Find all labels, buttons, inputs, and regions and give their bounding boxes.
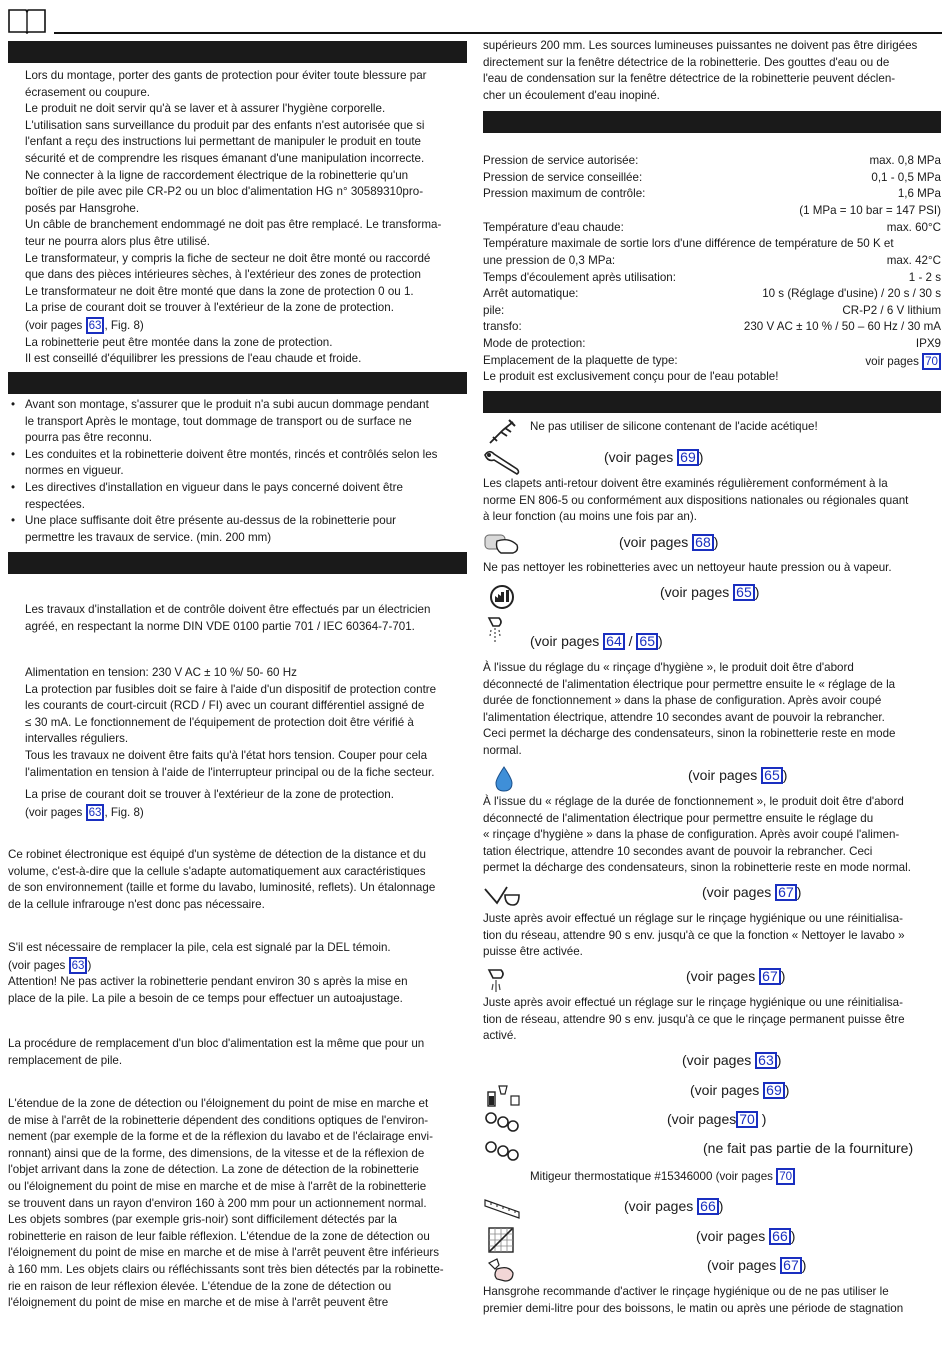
text-line: norme EN 806-5 ou conformément aux dispositions nationales ou régionales quant bbox=[483, 493, 909, 507]
text-line: tion de réseau, attendre 90 s env. jusqu'à ce que le rinçage permanent puisse être bbox=[483, 1012, 905, 1026]
spec-row: Mode de protection: IPX9 bbox=[483, 337, 941, 350]
page-link-63[interactable]: 63 bbox=[755, 1052, 777, 1069]
page-reference: (voir pages 65 ) bbox=[688, 767, 788, 783]
list-item: • Les conduites et la robinetterie doivent être montés, rincés et contrôlés selon les normes en vigueur. bbox=[11, 447, 437, 480]
page-reference: (voir pages 63 ) bbox=[8, 958, 92, 972]
spec-row: Température maximale de sortie lors d'une différence de température de 50 K et bbox=[483, 237, 894, 250]
water-drop-icon bbox=[493, 765, 515, 793]
power-supply-text bbox=[8, 1036, 424, 1069]
hygiene-rinse-text-2 bbox=[483, 794, 911, 877]
installation-list bbox=[11, 397, 437, 546]
text-line: ou l'éloignement du point de mise en marche et de mise à l'arrêt de la robinetterie bbox=[8, 1179, 427, 1193]
silicone-gun-icon bbox=[487, 417, 517, 447]
text-line: activé. bbox=[483, 1029, 517, 1043]
text-line: À l'issue du « réglage de la durée de fonctionnement », le produit doit être d'abord bbox=[483, 795, 904, 808]
text-line: directement sur la fenêtre détectrice de la robinetterie. Des gouttes d'eau ou de bbox=[483, 55, 890, 69]
cleaning-warning: Ne pas nettoyer les robinetteries avec un nettoyeur haute pression ou à vapeur. bbox=[483, 561, 892, 574]
electrical-text-3 bbox=[25, 787, 394, 821]
page-link-67[interactable]: 67 bbox=[775, 884, 797, 901]
page-link-70[interactable]: 70 bbox=[736, 1111, 758, 1128]
basin-clean-icon bbox=[483, 883, 521, 909]
hygiene-rinse-text-1 bbox=[483, 660, 895, 760]
page-link-67[interactable]: 67 bbox=[759, 968, 781, 985]
fittings-icon bbox=[483, 1139, 521, 1163]
text-line: puisse être activée. bbox=[483, 945, 583, 959]
text-line: Juste après avoir effectué un réglage sur le rinçage hygiénique ou une réinitialisa- bbox=[483, 996, 903, 1009]
page-reference: (voir pages 69 ) bbox=[690, 1082, 790, 1098]
flow-diagram-icon bbox=[487, 1226, 515, 1254]
factory-settings-icon bbox=[489, 584, 515, 610]
spray-icon bbox=[485, 614, 511, 644]
spec-row: Pression de service conseillée: 0,1 - 0,5 MPa bbox=[483, 171, 941, 184]
text-line: volume, c'est-à-dire que la cellule s'adapte automatiquement aux caractéristiques bbox=[8, 864, 426, 878]
page-link-66[interactable]: 66 bbox=[697, 1198, 719, 1215]
list-item: • Une place suffisante doit être présente au-dessus de la robinetterie pour permettre les travaux de service. (min. 200 mm) bbox=[11, 513, 437, 546]
text-line: Ce robinet électronique est équipé d'un système de détection de la distance et du bbox=[8, 848, 426, 861]
text-line: place de la pile. La pile a besoin de ce temps pour effectuer un autoajustage. bbox=[8, 991, 403, 1005]
text-line: l'éloignement du point de mise en marche et de mise à l'arrêt peuvent être inférieurs bbox=[8, 1246, 440, 1260]
text-line: les courants de court-circuit (RCD / FI) avec un courant différentiel assigné de bbox=[25, 699, 425, 713]
electrical-text-2 bbox=[25, 665, 436, 781]
page-link-63[interactable]: 63 bbox=[86, 804, 105, 821]
fittings-icon bbox=[483, 1110, 521, 1134]
text-line: Le produit ne doit servir qu'à se laver et à assurer l'hygiène corporelle. bbox=[25, 102, 386, 116]
text-line: Le transformateur ne doit être monté que dans la zone de protection 0 ou 1. bbox=[25, 284, 414, 298]
text-line: La prise de courant doit se trouver à l'extérieur de la zone de protection. bbox=[25, 788, 394, 801]
text-line: S'il est nécessaire de remplacer la pile, cela est signalé par la DEL témoin. bbox=[8, 941, 391, 954]
detection-range-text bbox=[8, 1096, 444, 1312]
text-line: « rinçage d'hygiène » dans la phase de configuration. Après avoir coupé l'alimen- bbox=[483, 828, 900, 842]
text-line: Les objets sombres (par exemple gris-noir) sont difficilement détectés par la bbox=[8, 1213, 397, 1227]
spec-row: Pression maximum de contrôle: 1,6 MPa bbox=[483, 187, 941, 200]
page-link-68[interactable]: 68 bbox=[692, 534, 714, 551]
text-line: cher un écoulement d'eau inopiné. bbox=[483, 88, 660, 102]
text-line: Il est conseillé d'équilibrer les pressions de l'eau chaude et froide. bbox=[25, 352, 362, 366]
battery-text bbox=[8, 940, 408, 1007]
text-line: se trouvent dans un rayon d'environ 160 à 200 mm pour un actionnement normal. bbox=[8, 1196, 427, 1210]
spec-row: Pression de service autorisée: max. 0,8 MPa bbox=[483, 154, 941, 167]
text-line: Les clapets anti-retour doivent être examinés régulièrement conformément à la bbox=[483, 477, 888, 490]
spec-row: pile: CR-P2 / 6 V lithium bbox=[483, 304, 941, 317]
page-link-65[interactable]: 65 bbox=[733, 584, 755, 601]
section-bar-safety bbox=[8, 41, 467, 63]
text-line: La robinetterie peut être montée dans la zone de protection. bbox=[25, 335, 333, 349]
text-line: supérieurs 200 mm. Les sources lumineuses puissantes ne doivent pas être dirigées bbox=[483, 39, 918, 52]
text-line: Juste après avoir effectué un réglage sur le rinçage hygiénique ou une réinitialisa- bbox=[483, 912, 903, 925]
page-reference: (voir pages 63 , Fig. 8) bbox=[25, 805, 144, 819]
dimensions-icon bbox=[483, 1196, 521, 1222]
text-line: permet la décharge des condensateurs, sinon la robinetterie reste en mode normal. bbox=[483, 861, 911, 875]
electrical-text-1 bbox=[25, 602, 430, 635]
page-link-69[interactable]: 69 bbox=[677, 449, 699, 466]
page-link-63[interactable]: 63 bbox=[69, 957, 88, 974]
page-link-64[interactable]: 64 bbox=[603, 633, 625, 650]
text-line: tion du réseau, attendre 90 s env. jusqu'à ce que la fonction « Nettoyer le lavabo » bbox=[483, 928, 905, 942]
page-reference: (voir pages 66 ) bbox=[624, 1198, 724, 1214]
potable-note: Le produit est exclusivement conçu pour de l'eau potable! bbox=[483, 370, 779, 383]
spec-row: Arrêt automatique: 10 s (Réglage d'usine) / 20 s / 30 s bbox=[483, 287, 941, 300]
text-line: agréé, en respectant la norme DIN VDE 0100 partie 701 / IEC 60364-7-701. bbox=[25, 619, 415, 633]
text-line: La procédure de remplacement d'un bloc d'alimentation est la même que pour un bbox=[8, 1037, 425, 1050]
text-line: Ne connecter à la ligne de raccordement électrique de la robinetterie qu'un bbox=[25, 168, 409, 182]
spec-row: transfo: 230 V AC ± 10 % / 50 – 60 Hz / 30 mA bbox=[483, 320, 941, 333]
text-line: Lors du montage, porter des gants de protection pour éviter toute blessure par bbox=[25, 69, 427, 82]
page-reference: (voir pages 63 ) bbox=[682, 1052, 782, 1068]
text-line: Hansgrohe recommande d'activer le rinçage hygiénique ou de ne pas utiliser le bbox=[483, 1285, 889, 1298]
list-item: • Les directives d'installation en vigueur dans le pays concerné doivent être respectées. bbox=[11, 480, 437, 513]
text-line: teur ne pourra alors plus être utilisé. bbox=[25, 234, 210, 248]
sensor-text bbox=[8, 847, 435, 913]
text-line: déconnecté de l'alimentation électrique pour permettre ensuite le réglage du bbox=[483, 811, 874, 825]
text-line: La protection par fusibles doit se faire à l'aide d'un dispositif de protection contre bbox=[25, 682, 437, 696]
text-line: Alimentation en tension: 230 V AC ± 10 %/ 50- 60 Hz bbox=[25, 666, 297, 679]
section-bar-electrical bbox=[8, 552, 467, 574]
page-reference: (voir pages 63 , Fig. 8) bbox=[25, 318, 144, 332]
text-line: écrasement ou coupure. bbox=[25, 85, 151, 99]
text-line: boîtier de pile avec pile CR-P2 ou un bloc d'alimentation HG n° 30589310pro- bbox=[25, 185, 424, 199]
page-reference: (voir pages 65 ) bbox=[660, 584, 760, 600]
list-item: • Avant son montage, s'assurer que le produit n'a subi aucun dommage pendant le transport Après le montage, tout dommage de transport ou de surface ne pourra pas être reconnu. bbox=[11, 397, 437, 447]
text-line: à leur fonction (au moins une fois par an). bbox=[483, 510, 697, 524]
spec-row: (1 MPa = 10 bar = 147 PSI) bbox=[799, 204, 941, 217]
text-line: L'utilisation sans surveillance du produit par des enfants n'est autorisée que si bbox=[25, 118, 425, 132]
text-line: sécurité et de comprendre les risques émanant d'une manipulation incorrecte. bbox=[25, 151, 425, 165]
text-line: déconnecté de l'alimentation électrique pour permettre ensuite le « réglage de la bbox=[483, 677, 896, 691]
text-line: de mise à l'arrêt de la robinetterie dépendent des conditions optiques de l'environ- bbox=[8, 1113, 429, 1127]
text-line: Ceci permet la décharge des condensateurs, sinon la robinetterie reste en mode bbox=[483, 727, 896, 741]
hygiene-rinse-text-3 bbox=[483, 911, 905, 961]
page-link-67[interactable]: 67 bbox=[780, 1257, 802, 1274]
text-line: L'étendue de la zone de détection ou l'éloignement du point de mise en marche et bbox=[8, 1097, 429, 1110]
spec-row: une pression de 0,3 MPa: max. 42°C bbox=[483, 254, 941, 267]
spec-row: Température d'eau chaude: max. 60°C bbox=[483, 221, 941, 234]
page-link-69[interactable]: 69 bbox=[763, 1082, 785, 1099]
text-line: que dans des pièces intérieures sèches, à l'extérieur des zones de protection bbox=[25, 268, 421, 282]
spare-parts-icon bbox=[485, 1082, 521, 1108]
text-line: ronnant) ainsi que de la forme, des dimensions, de la vitesse et de la réflexion de bbox=[8, 1146, 425, 1160]
text-line: rie en raison de leur réflexion élevée. L'étendue de la zone de détection ou bbox=[8, 1279, 392, 1293]
text-line: l'enfant a reçu des instructions lui permettant de manipuler le produit en toute bbox=[25, 135, 421, 149]
spec-row-type-plate: Emplacement de la plaquette de type: voir pages 70 bbox=[483, 353, 941, 371]
page-link-65[interactable]: 65 bbox=[636, 633, 658, 650]
text-line: Tous les travaux ne doivent être faits qu'à l'état hors tension. Couper pour cela bbox=[25, 748, 428, 762]
text-line: durée de fonctionnement » dans la phase de configuration. Après avoir coupé bbox=[483, 694, 882, 708]
text-line: posés par Hansgrohe. bbox=[25, 201, 140, 215]
page-link-63[interactable]: 63 bbox=[86, 317, 105, 334]
text-line: intervalles réguliers. bbox=[25, 732, 129, 746]
text-line: Les travaux d'installation et de contrôle doivent être effectués par un électricien bbox=[25, 603, 431, 616]
safety-text bbox=[25, 68, 441, 368]
page-reference: (voir pages 67 ) bbox=[702, 884, 802, 900]
text-line: La prise de courant doit se trouver à l'extérieur de la zone de protection. bbox=[25, 301, 394, 315]
page-reference: (voir pages 68 ) bbox=[619, 534, 719, 550]
text-line: de la cellule infrarouge n'est donc pas nécessaire. bbox=[8, 897, 265, 911]
cleaning-hand-icon bbox=[483, 531, 521, 557]
permanent-rinse-icon bbox=[485, 966, 511, 994]
wrench-icon bbox=[483, 449, 521, 475]
hand-control-icon bbox=[485, 1255, 517, 1283]
page-reference: (voir pages 66 ) bbox=[696, 1228, 796, 1244]
section-bar-specs bbox=[483, 111, 941, 133]
header-rule bbox=[54, 32, 942, 34]
page-link-70[interactable]: 70 bbox=[776, 1168, 795, 1185]
page-link-70[interactable]: 70 bbox=[922, 353, 941, 370]
text-line: l'eau de condensation sur la fenêtre détectrice de la robinetterie peuvent déclen- bbox=[483, 72, 896, 86]
page-reference: (voir pages 70 ) bbox=[667, 1111, 767, 1127]
text-line: ≤ 30 mA. Le fonctionnement de l'équipement de protection doit être vérifié à bbox=[25, 715, 414, 729]
hygiene-rinse-text-4 bbox=[483, 995, 905, 1045]
text-line: de son environnement (taille et forme du lavabo, luminosité, reflets). Un étalonnage bbox=[8, 881, 436, 895]
page-reference: (voir pages 67 ) bbox=[707, 1257, 807, 1273]
text-line: à 160 mm. Les objets clairs ou réfléchissants sont très bien détectés par la robinette- bbox=[8, 1262, 444, 1276]
section-bar-installation bbox=[8, 372, 467, 394]
recommendation-text bbox=[483, 1284, 903, 1317]
text-line: robinetterie en raison de leur faible réflexion. L'étendue de la zone de détection ou bbox=[8, 1229, 430, 1243]
text-line: l'alimentation en tension à l'aide de l'interrupteur principal ou de la fiche secteur. bbox=[25, 765, 435, 779]
silicone-warning: Ne pas utiliser de silicone contenant de l'acide acétique! bbox=[530, 420, 818, 433]
not-supplied-note: (ne fait pas partie de la fourniture) bbox=[703, 1140, 914, 1156]
page-reference: (voir pages 64 / 65 ) bbox=[530, 633, 663, 649]
text-line: Attention! Ne pas activer la robinetterie pendant environ 30 s après la mise en bbox=[8, 975, 408, 989]
page-link-66[interactable]: 66 bbox=[769, 1228, 791, 1245]
manual-book-icon bbox=[8, 8, 46, 34]
text-line: normal. bbox=[483, 743, 522, 757]
text-line: À l'issue du réglage du « rinçage d'hygiène », le produit doit être d'abord bbox=[483, 661, 854, 674]
text-line: Un câble de branchement endommagé ne doit pas être remplacé. Le transforma- bbox=[25, 218, 442, 232]
page-reference: (voir pages 67 ) bbox=[686, 968, 786, 984]
spec-row: Temps d'écoulement après utilisation: 1 - 2 s bbox=[483, 271, 941, 284]
page-link-65[interactable]: 65 bbox=[761, 767, 783, 784]
check-valve-text bbox=[483, 476, 908, 526]
text-line: Le transformateur, y compris la fiche de secteur ne doit être monté ou raccordé bbox=[25, 251, 431, 265]
intro-text bbox=[483, 38, 917, 104]
thermostatic-mixer-ref: Mitigeur thermostatique #15346000 (voir pages 70 bbox=[530, 1168, 795, 1186]
text-line: l'alimentation électrique, attendre 10 secondes avant de pouvoir la rebrancher. bbox=[483, 710, 885, 724]
page-reference: (voir pages 69 ) bbox=[604, 449, 704, 465]
text-line: premier demi-litre pour des boissons, le matin ou après une période de stagnation bbox=[483, 1301, 904, 1315]
text-line: remplacement de pile. bbox=[8, 1053, 123, 1067]
text-line: tation électrique, attendre 10 secondes avant de pouvoir la rebrancher. Ceci bbox=[483, 844, 873, 858]
section-bar-maintenance bbox=[483, 391, 941, 413]
text-line: nement (par exemple de la forme et de la réflexion du lavabo et de l'éclairage envi- bbox=[8, 1130, 433, 1144]
text-line: l'éloignement du point de mise en marche et de mise à l'arrêt peuvent être bbox=[8, 1296, 389, 1310]
text-line: l'objet arrivant dans la zone de détection. La zone de détection de la robinetterie bbox=[8, 1163, 419, 1177]
